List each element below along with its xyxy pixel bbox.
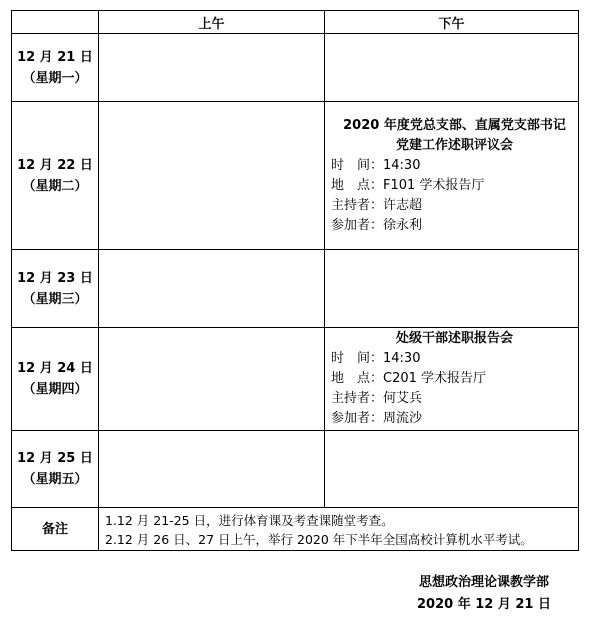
event-title: 处级干部述职报告会 xyxy=(395,331,513,346)
event-time: 时 间：14:30 xyxy=(331,351,421,366)
day-weekday: （星期四） xyxy=(22,382,88,397)
morning-cell xyxy=(99,250,325,328)
event-block xyxy=(325,102,578,236)
afternoon-cell xyxy=(325,250,579,328)
morning-cell xyxy=(99,102,325,250)
event-location: 地 点：C201 学术报告厅 xyxy=(331,371,487,386)
day-label xyxy=(12,328,99,431)
day-row-mon xyxy=(12,34,579,102)
schedule-table xyxy=(11,10,579,551)
header-empty-cell xyxy=(12,11,99,34)
morning-cell xyxy=(99,431,325,508)
notes-row xyxy=(12,508,579,551)
signature-org: 思想政治理论课教学部 xyxy=(418,575,549,590)
event-attendee: 参加者：周流沙 xyxy=(331,411,423,426)
day-label xyxy=(12,431,99,508)
event-attendee: 参加者：徐永利 xyxy=(331,218,423,233)
day-label xyxy=(12,250,99,328)
notes-label: 备注 xyxy=(12,508,99,551)
day-date: 12 月 25 日 xyxy=(17,451,93,466)
event-host: 主持者：何艾兵 xyxy=(331,391,423,406)
day-weekday: （星期一） xyxy=(22,70,88,86)
day-weekday: （星期五） xyxy=(22,472,88,487)
signature-date: 2020 年 12 月 21 日 xyxy=(417,597,551,612)
event-block xyxy=(325,328,578,429)
afternoon-cell xyxy=(325,431,579,508)
header-afternoon: 下午 xyxy=(325,11,579,34)
day-label xyxy=(12,102,99,250)
day-weekday: （星期三） xyxy=(22,291,88,307)
note-line: 2.12 月 26 日、27 日上午，举行 2020 年下半年全国高校计算机水平考试。 xyxy=(105,532,533,547)
afternoon-cell xyxy=(325,328,579,431)
header-morning: 上午 xyxy=(99,11,325,34)
day-row-wed xyxy=(12,250,579,328)
header-row xyxy=(12,11,579,34)
afternoon-cell xyxy=(325,102,579,250)
morning-cell xyxy=(99,34,325,102)
note-line: 1.12 月 21-25 日，进行体育课及考查课随堂考查。 xyxy=(105,513,394,528)
signature-block xyxy=(417,572,551,616)
day-row-thu xyxy=(12,328,579,431)
morning-cell xyxy=(99,328,325,431)
afternoon-cell xyxy=(325,34,579,102)
day-row-tue xyxy=(12,102,579,250)
event-host: 主持者：许志超 xyxy=(331,198,423,213)
event-title: 党建工作述职评议会 xyxy=(395,138,513,153)
notes-content xyxy=(99,508,578,549)
event-time: 时 间：14:30 xyxy=(331,158,421,173)
event-title: 2020 年度党总支部、直属党支部书记 xyxy=(343,118,566,133)
day-date: 12 月 22 日 xyxy=(17,157,93,173)
event-location: 地 点：F101 学术报告厅 xyxy=(331,178,485,193)
day-row-fri xyxy=(12,431,579,508)
day-label xyxy=(12,34,99,102)
day-date: 12 月 23 日 xyxy=(17,270,93,286)
notes-cell xyxy=(99,508,579,551)
day-date: 12 月 24 日 xyxy=(17,361,93,376)
day-date: 12 月 21 日 xyxy=(17,49,93,65)
day-weekday: （星期二） xyxy=(22,178,88,194)
